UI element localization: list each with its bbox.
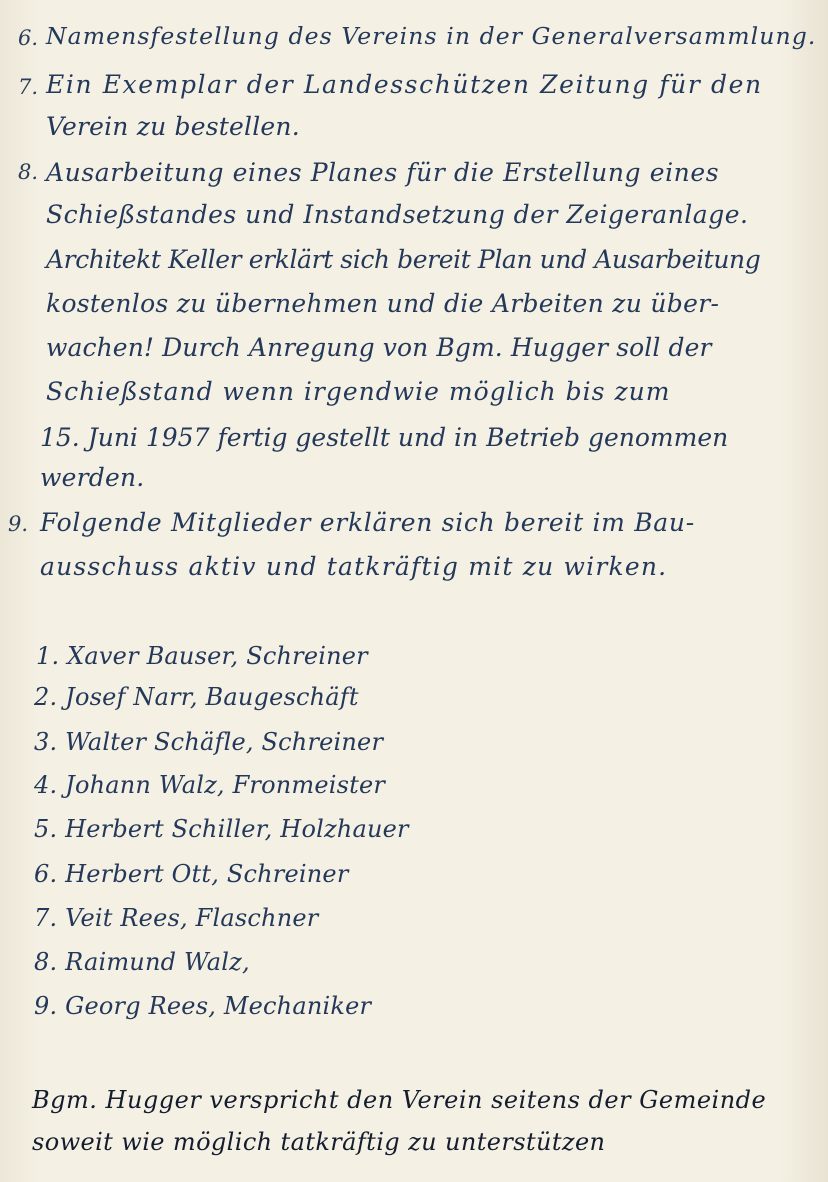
item-number-8: 8.	[18, 160, 39, 184]
member-2: 2. Josef Narr, Baugeschäft	[34, 683, 359, 711]
member-4: 4. Johann Walz, Fronmeister	[34, 771, 386, 799]
member-9: 9. Georg Rees, Mechaniker	[34, 992, 372, 1020]
item-8-line-6: Schießstand wenn irgendwie möglich bis zum	[46, 377, 671, 406]
item-7-line-1: Ein Exemplar der Landesschützen Zeitung für den	[46, 70, 763, 99]
item-8-line-4: kostenlos zu übernehmen und die Arbeiten zu über-	[46, 289, 720, 318]
item-8-line-2: Schießstandes und Instandsetzung der Zeigeranlage.	[46, 200, 749, 229]
item-8-line-1: Ausarbeitung eines Planes für die Erstellung eines	[46, 158, 720, 187]
item-8-line-3: Architekt Keller erklärt sich bereit Plan und Ausarbeitung	[46, 245, 761, 274]
item-9-line-2: ausschuss aktiv und tatkräftig mit zu wirken.	[40, 552, 668, 581]
item-9-line-1: Folgende Mitglieder erklären sich bereit im Bau-	[40, 508, 695, 537]
member-1: 1. Xaver Bauser, Schreiner	[36, 642, 368, 670]
item-number-9: 9.	[8, 512, 29, 536]
closing-line-2: soweit wie möglich tatkräftig zu unterstützen	[32, 1128, 606, 1156]
item-number-6: 6.	[18, 26, 39, 50]
closing-line-1: Bgm. Hugger verspricht den Verein seitens der Gemeinde	[32, 1086, 767, 1114]
item-8-line-7: 15. Juni 1957 fertig gestellt und in Betrieb genommen	[40, 423, 729, 452]
item-7-line-2: Verein zu bestellen.	[46, 112, 300, 141]
item-8-line-8: werden.	[40, 463, 145, 492]
member-6: 6. Herbert Ott, Schreiner	[34, 860, 349, 888]
member-3: 3. Walter Schäfle, Schreiner	[34, 728, 384, 756]
item-8-line-5: wachen! Durch Anregung von Bgm. Hugger soll der	[46, 333, 712, 362]
item-6-line-1: Namensfestellung des Vereins in der Generalversammlung.	[46, 22, 817, 50]
member-7: 7. Veit Rees, Flaschner	[34, 904, 319, 932]
item-number-7: 7.	[18, 75, 39, 99]
member-5: 5. Herbert Schiller, Holzhauer	[34, 815, 409, 843]
member-8: 8. Raimund Walz,	[34, 948, 250, 976]
